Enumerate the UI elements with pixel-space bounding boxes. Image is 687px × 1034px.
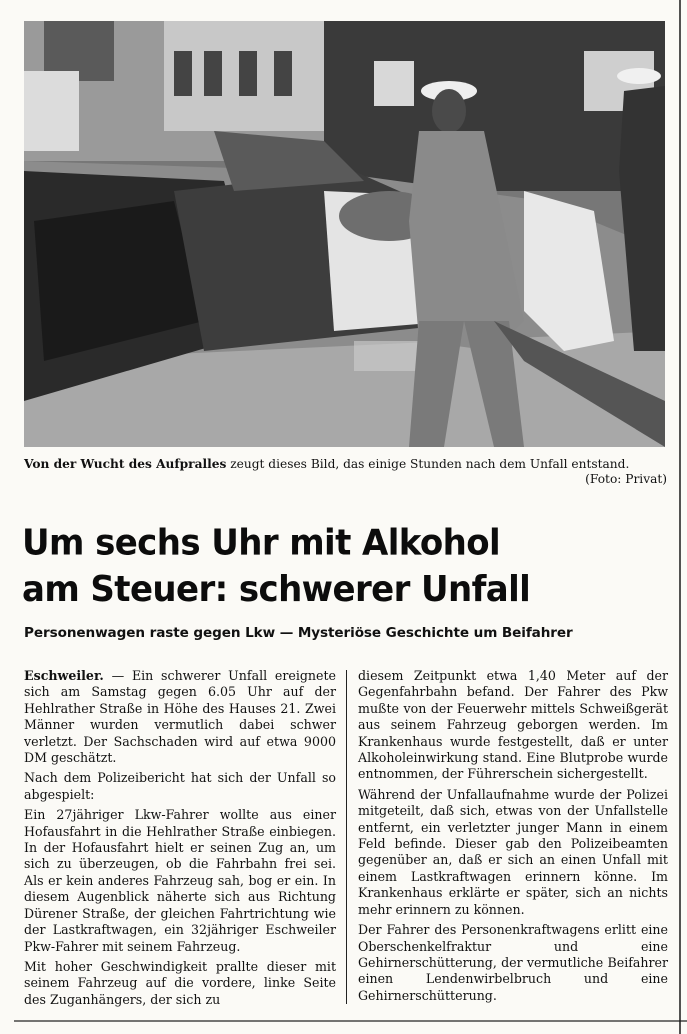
- headline-line-1: Um sechs Uhr mit Alkohol: [22, 522, 501, 565]
- article-paragraph-7: Der Fahrer des Personenkraftwagens erlitt eine Oberschenkelfraktur und eine Gehirnerschütterung, der vermutliche Beifahrer einen Lendenwirbelbruch und eine Gehirnerschütterung.: [358, 922, 668, 1003]
- accident-photo-image: [24, 21, 665, 447]
- article-column-left: [24, 668, 336, 1012]
- headline: [22, 520, 672, 612]
- photo-caption: [24, 457, 667, 487]
- article-paragraph: [24, 668, 336, 766]
- article-paragraph-5: diesem Zeitpunkt etwa 1,40 Meter auf der Gegenfahrbahn befand. Der Fahrer des Pkw mußte von der Feuerwehr mittels Schweißgerät aus seinem Fahrzeug geborgen werden. Im Krankenhaus wurde festgestellt, daß er unter Alkoholeinwirkung stand. Eine Blutprobe wurde entnommen, der Führerschein sichergestellt.: [358, 668, 668, 782]
- article-paragraph-4: Mit hoher Geschwindigkeit prallte dieser mit seinem Fahrzeug auf die vordere, linke Seite des Zuganhängers, der sich zu: [24, 958, 336, 1007]
- clipping-edge-right: [679, 0, 681, 1034]
- article-paragraph-6: Während der Unfallaufnahme wurde der Polizei mitgeteilt, daß sich, etwas von der Unfallstelle entfernt, ein verletzter junger Mann in einem Feld befinde. Dieser gab den Polizeibeamten gegenüber an, daß er sich an einen Unfall mit einem Lastkraftwagen erinnern könne. Im Krankenhaus erklärte er später, sich an nichts mehr erinnern zu können.: [358, 786, 668, 917]
- dateline: Eschweiler.: [24, 668, 104, 683]
- article-column-right: [358, 668, 668, 1008]
- column-divider: [346, 670, 347, 1004]
- caption-lead: Von der Wucht des Aufpralles: [24, 457, 227, 471]
- clipping-edge-bottom: [14, 1020, 687, 1022]
- headline-line-2: am Steuer: schwerer Unfall: [22, 568, 531, 611]
- subheadline: Personenwagen raste gegen Lkw — Mysteriöse Geschichte um Beifahrer: [24, 625, 573, 641]
- article-paragraph-1: — Ein schwerer Unfall ereignete sich am Samstag gegen 6.05 Uhr auf der Hehlrather Straße in Höhe des Hauses 21. Zwei Männer wurden vermutlich dabei schwer verletzt. Der Sachschaden wird auf etwa 9000 DM geschätzt.: [24, 668, 336, 766]
- caption-text: zeugt dieses Bild, das einige Stunden nach dem Unfall entstand.: [226, 457, 630, 471]
- article-paragraph-2: Nach dem Polizeibericht hat sich der Unfall so abgespielt:: [24, 770, 336, 802]
- photo-credit: (Foto: Privat): [585, 472, 667, 486]
- accident-photo: [24, 21, 665, 447]
- article-paragraph-3: Ein 27jähriger Lkw-Fahrer wollte aus einer Hofausfahrt in die Hehlrather Straße einbiegen. In der Hofausfahrt hielt er seinen Zug an, um sich zu überzeugen, ob die Fahrbahn frei sei. Als er kein anderes Fahrzeug sah, bog er ein. In diesem Augenblick näherte sich aus Richtung Dürener Straße, der gleichen Fahrtrichtung wie der Lastkraftwagen, ein 32jähriger Eschweiler Pkw-Fahrer mit seinem Fahrzeug.: [24, 807, 336, 954]
